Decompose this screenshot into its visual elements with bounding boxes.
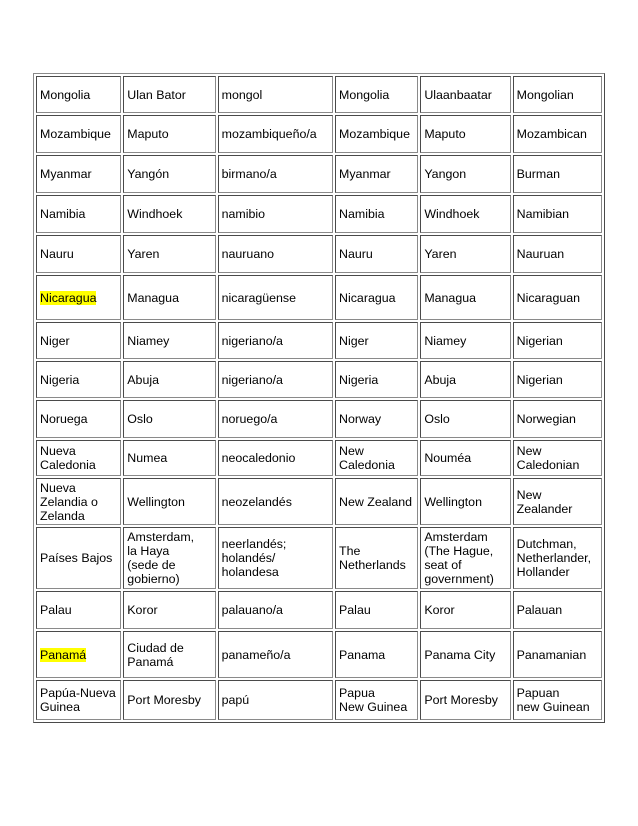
table-cell: Nigerian: [513, 361, 602, 398]
table-cell: Managua: [420, 275, 510, 320]
table-cell: Norway: [335, 400, 418, 438]
table-cell: Port Moresby: [420, 680, 510, 720]
table-cell: Niamey: [420, 322, 510, 359]
table-row: [36, 195, 602, 233]
table-cell: birmano/a: [218, 155, 333, 193]
table-cell: nauruano: [218, 235, 333, 273]
table-cell: Dutchman, Netherlander, Hollander: [513, 527, 602, 589]
table-cell: Yaren: [420, 235, 510, 273]
table-cell: New Zealand: [335, 478, 418, 525]
table-cell: Koror: [420, 591, 510, 629]
table-cell: Nueva Zelandia o Zelanda: [36, 478, 121, 525]
table-cell: Port Moresby: [123, 680, 215, 720]
table-row: [36, 527, 602, 589]
table-cell: Papua New Guinea: [335, 680, 418, 720]
table-cell: Namibia: [36, 195, 121, 233]
table-cell: Yangón: [123, 155, 215, 193]
table-row: [36, 440, 602, 476]
table-cell: Palau: [36, 591, 121, 629]
table-cell: Noruega: [36, 400, 121, 438]
table-cell: Mongolia: [335, 76, 418, 113]
table-cell: Nauruan: [513, 235, 602, 273]
table-cell: noruego/a: [218, 400, 333, 438]
table-row: [36, 76, 602, 113]
table-cell: Nauru: [335, 235, 418, 273]
table-cell: Nigeria: [36, 361, 121, 398]
table-cell: Amsterdam, la Haya (sede de gobierno): [123, 527, 215, 589]
table-cell: Mozambique: [335, 115, 418, 153]
table-cell: New Caledonia: [335, 440, 418, 476]
table-cell: [36, 275, 121, 320]
table-row: [36, 275, 602, 320]
countries-table: [33, 73, 605, 723]
table-cell: Koror: [123, 591, 215, 629]
table-cell: mozambiqueño/a: [218, 115, 333, 153]
table-cell: Ulan Bator: [123, 76, 215, 113]
table-cell: Myanmar: [335, 155, 418, 193]
table-cell: nigeriano/a: [218, 322, 333, 359]
table-cell: papú: [218, 680, 333, 720]
table-cell: Nouméa: [420, 440, 510, 476]
table-cell: Palau: [335, 591, 418, 629]
table-cell: Panama: [335, 631, 418, 678]
table-cell: Burman: [513, 155, 602, 193]
table-cell: Wellington: [420, 478, 510, 525]
table-cell: neocaledonio: [218, 440, 333, 476]
table-cell: Ciudad de Panamá: [123, 631, 215, 678]
table-row: [36, 631, 602, 678]
table-cell: Niamey: [123, 322, 215, 359]
table-row: [36, 155, 602, 193]
table-cell: Yangon: [420, 155, 510, 193]
table-cell: Panamanian: [513, 631, 602, 678]
table-cell: [36, 631, 121, 678]
table-cell: Mongolia: [36, 76, 121, 113]
table-cell: Mozambican: [513, 115, 602, 153]
table-cell: Yaren: [123, 235, 215, 273]
table-cell: Oslo: [123, 400, 215, 438]
table-cell: nicaragüense: [218, 275, 333, 320]
table-cell: Myanmar: [36, 155, 121, 193]
table-cell: Norwegian: [513, 400, 602, 438]
table-cell: Abuja: [420, 361, 510, 398]
table-cell: Namibian: [513, 195, 602, 233]
table-row: [36, 361, 602, 398]
table-cell: neozelandés: [218, 478, 333, 525]
table-cell: Managua: [123, 275, 215, 320]
table-cell: neerlandés; holandés/ holandesa: [218, 527, 333, 589]
table-cell: Oslo: [420, 400, 510, 438]
table-cell: namibio: [218, 195, 333, 233]
table-cell: Abuja: [123, 361, 215, 398]
table-cell: Panama City: [420, 631, 510, 678]
table-cell: Papuan new Guinean: [513, 680, 602, 720]
table-cell: Windhoek: [123, 195, 215, 233]
table-cell: New Caledonian: [513, 440, 602, 476]
table-cell: Amsterdam (The Hague, seat of government): [420, 527, 510, 589]
table-cell: Nicaragua: [335, 275, 418, 320]
table-cell: Papúa-Nueva Guinea: [36, 680, 121, 720]
table-cell: Palauan: [513, 591, 602, 629]
table-row: [36, 478, 602, 525]
table-row: [36, 235, 602, 273]
table-cell: panameño/a: [218, 631, 333, 678]
table-cell: Niger: [335, 322, 418, 359]
table-cell: Maputo: [420, 115, 510, 153]
table-cell: palauano/a: [218, 591, 333, 629]
table-cell: Niger: [36, 322, 121, 359]
table-row: [36, 322, 602, 359]
table-cell: The Netherlands: [335, 527, 418, 589]
table-cell: Ulaanbaatar: [420, 76, 510, 113]
table-cell: Mongolian: [513, 76, 602, 113]
table-cell: Mozambique: [36, 115, 121, 153]
highlighted-text: Panamá: [40, 647, 87, 662]
highlighted-text: Nicaragua: [40, 290, 97, 305]
table-cell: mongol: [218, 76, 333, 113]
table-row: [36, 400, 602, 438]
table-cell: Países Bajos: [36, 527, 121, 589]
table-cell: Nauru: [36, 235, 121, 273]
table-row: [36, 591, 602, 629]
table-cell: Nigeria: [335, 361, 418, 398]
table-cell: Wellington: [123, 478, 215, 525]
table-cell: Numea: [123, 440, 215, 476]
table-row: [36, 680, 602, 720]
table-cell: New Zealander: [513, 478, 602, 525]
table-cell: Windhoek: [420, 195, 510, 233]
table-cell: nigeriano/a: [218, 361, 333, 398]
table-cell: Namibia: [335, 195, 418, 233]
table-cell: Nueva Caledonia: [36, 440, 121, 476]
table-cell: Nigerian: [513, 322, 602, 359]
table-cell: Nicaraguan: [513, 275, 602, 320]
table-row: [36, 115, 602, 153]
table-cell: Maputo: [123, 115, 215, 153]
